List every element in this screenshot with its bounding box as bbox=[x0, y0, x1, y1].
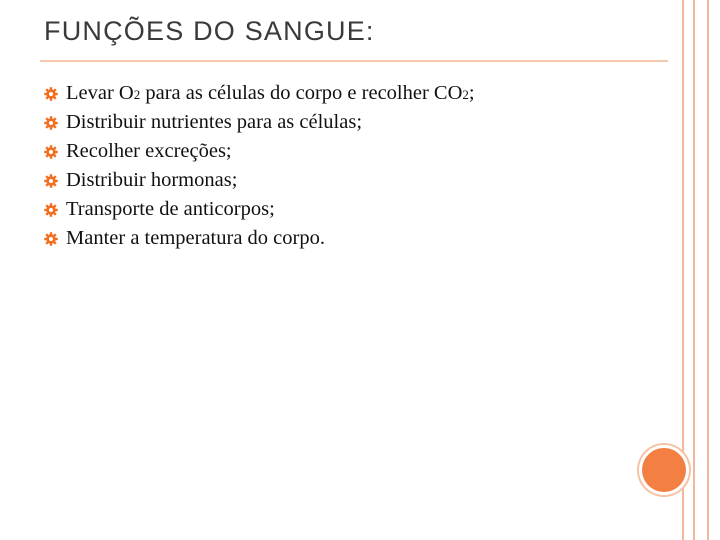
bullet-text bbox=[66, 170, 237, 191]
text-run: Transporte de anticorpos; bbox=[66, 198, 275, 221]
subscript: 2 bbox=[133, 87, 141, 103]
bullet-item bbox=[44, 166, 475, 195]
text-run: ; bbox=[468, 82, 475, 105]
text-run: para as células do corpo e recolher CO bbox=[140, 82, 463, 105]
subscript: 2 bbox=[462, 87, 469, 103]
bullet-text bbox=[66, 199, 275, 220]
bullet-item bbox=[44, 108, 475, 137]
text-run: Levar O bbox=[66, 82, 134, 105]
bullet-item bbox=[44, 224, 475, 253]
gear-bullet-icon bbox=[44, 116, 58, 130]
text-run: Recolher excreções; bbox=[66, 140, 232, 163]
gear-bullet-icon bbox=[44, 87, 58, 101]
frame-line-outer-right bbox=[707, 0, 709, 540]
bullet-text bbox=[66, 83, 475, 104]
bullet-item bbox=[44, 195, 475, 224]
frame-line-inner bbox=[693, 0, 695, 540]
gear-bullet-icon bbox=[44, 174, 58, 188]
decorative-circle bbox=[642, 448, 686, 492]
gear-bullet-icon bbox=[44, 232, 58, 246]
bullet-text bbox=[66, 228, 325, 249]
bullet-text bbox=[66, 141, 232, 162]
bullet-list bbox=[44, 79, 475, 253]
gear-bullet-icon bbox=[44, 145, 58, 159]
slide-title: FUNÇÕES DO SANGUE: bbox=[44, 16, 375, 46]
gear-bullet-icon bbox=[44, 203, 58, 217]
text-run: Manter a temperatura do corpo. bbox=[66, 227, 325, 250]
bullet-item bbox=[44, 137, 475, 166]
title-underline bbox=[40, 60, 668, 62]
text-run: Distribuir hormonas; bbox=[66, 169, 238, 192]
bullet-text bbox=[66, 112, 362, 133]
bullet-item bbox=[44, 79, 475, 108]
text-run: Distribuir nutrientes para as células; bbox=[66, 111, 363, 134]
